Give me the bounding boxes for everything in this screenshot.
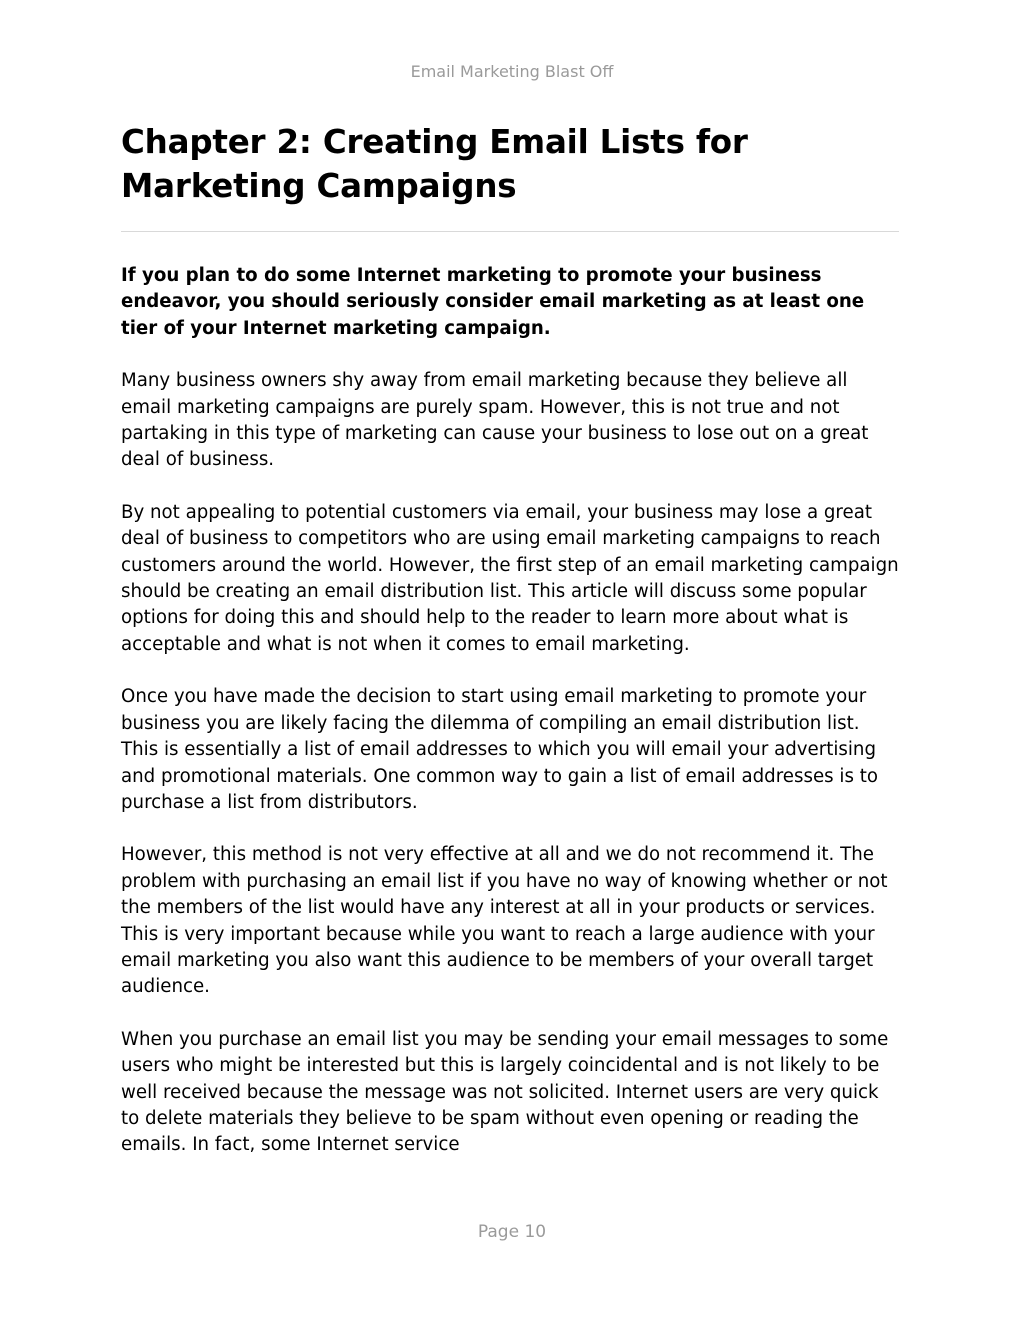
lead-paragraph: If you plan to do some Internet marketing to promote your business endeavor, you should seriously consider email marketing as at least one tier of your Internet marketing campaign. xyxy=(121,265,865,339)
chapter-title: Chapter 2: Creating Email Lists for Marketing Campaigns xyxy=(121,123,748,205)
body-paragraph-5: When you purchase an email list you may be sending your email messages to some users who might be interested but this is largely coincidental and is not likely to be well received because the message was not solicited. Internet users are very quick to delete materials they believe to be spam without even opening or reading the emails. In fact, some Internet service xyxy=(121,1028,889,1156)
body-paragraph-3: Once you have made the decision to start using email marketing to promote your business you are likely facing the dilemma of compiling an email distribution list. This is essentially a list of email addresses to which you will email your advertising and promotional materials. One common way to gain a list of email addresses is to purchase a list from distributors. xyxy=(121,686,878,813)
body-paragraph-1: Many business owners shy away from email marketing because they believe all email marketing campaigns are purely spam. However, this is not true and not partaking in this type of marketing can cause your business to lose out on a great deal of business. xyxy=(121,370,869,471)
page-number: Page 10 xyxy=(477,1222,547,1242)
running-header: Email Marketing Blast Off xyxy=(410,62,614,81)
body-paragraph-4: However, this method is not very effective at all and we do not recommend it. The problem with purchasing an email list if you have no way of knowing whether or not the members of the list would have any interest at all in your products or services. This is very important because while you want to reach a large audience with your email marketing you also want this audience to be members of your overall target audience. xyxy=(121,844,888,998)
title-divider xyxy=(121,231,899,232)
page-content xyxy=(121,120,901,1159)
body-paragraph-2: By not appealing to potential customers via email, your business may lose a great deal of business to competitors who are using email marketing campaigns to reach customers around the world. However, the first step of an email marketing campaign should be creating an email distribution list. This article will discuss some popular options for doing this and should help to the reader to learn more about what is acceptable and what is not when it comes to email marketing. xyxy=(121,501,899,655)
